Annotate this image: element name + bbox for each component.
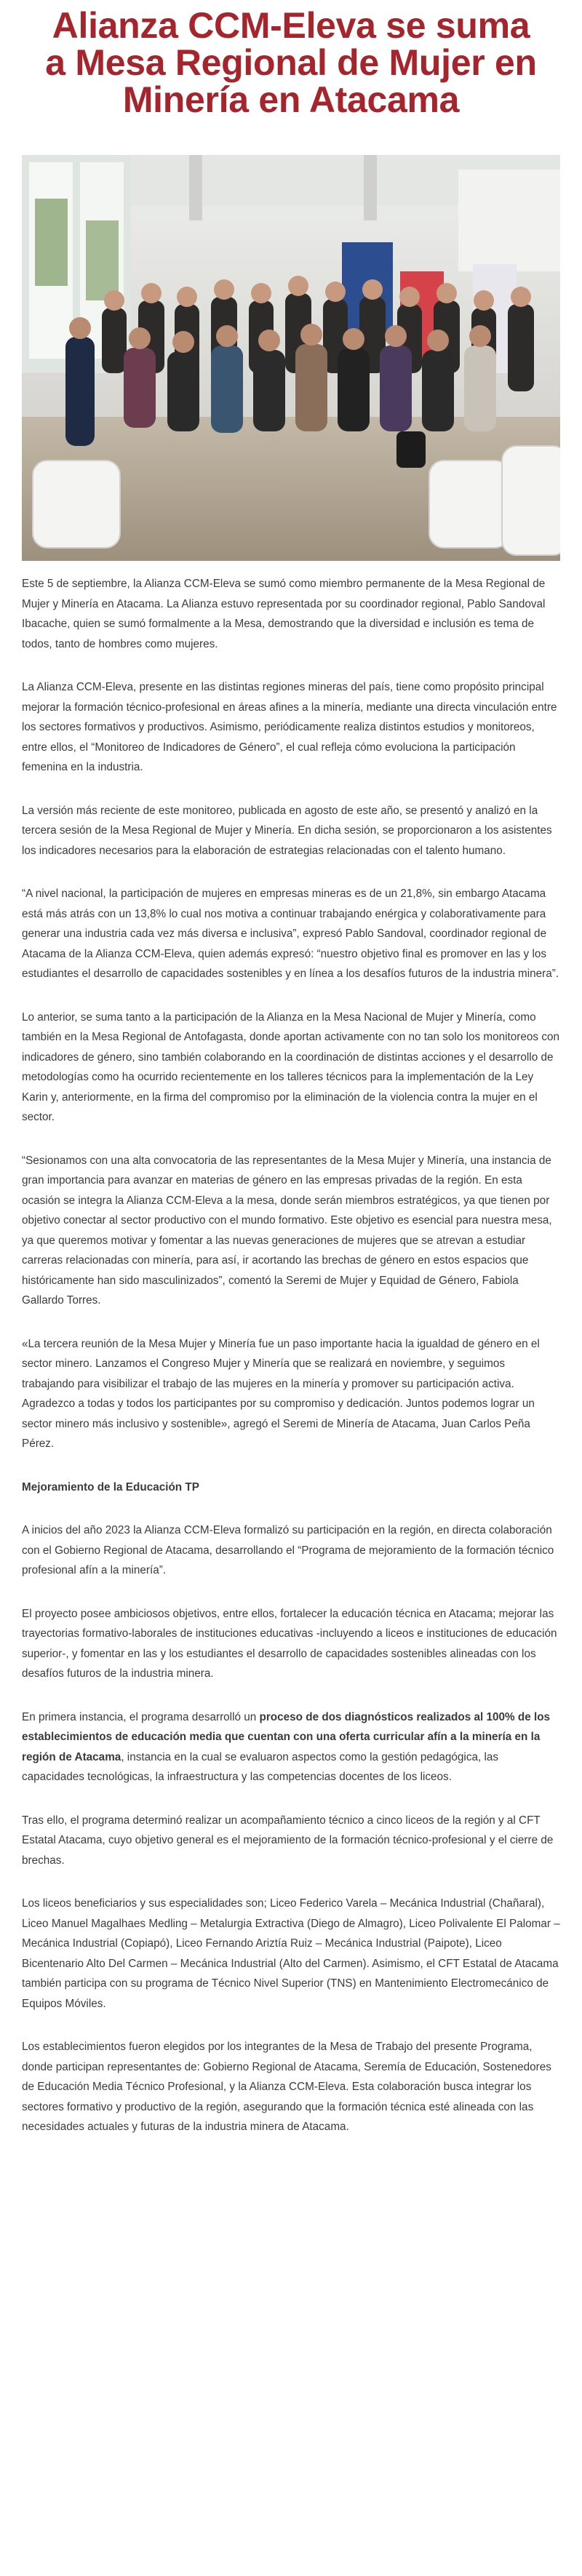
paragraph: A inicios del año 2023 la Alianza CCM-Eleva formalizó su participación en la región, en directa colaboración con el Gobierno Regional de Atacama, desarrollando el “Programa de mejoramiento de la formación técnico profesional afín a la minería”. bbox=[22, 1524, 554, 1576]
paragraph: La Alianza CCM-Eleva, presente en las distintas regiones mineras del país, tiene como propósito principal mejorar la formación técnico-profesional en áreas afines a la minería, mediante una directa vinculación entre los sectores formativos y productivos. Asimismo, periódicamente realiza distintos estudios y monitoreos, entre ellos, el “Monitoreo de Indicadores de Género”, el cual refleja cómo evoluciona la participación femenina en la industria. bbox=[22, 681, 557, 773]
paragraph: El proyecto posee ambiciosos objetivos, entre ellos, fortalecer la educación técnica en Atacama; mejorar las trayectorias formativo-laborales de instituciones educativas -incluyendo a liceos e instituciones de educación superior-, y fomentar en las y los estudiantes el desarrollo de capacidades sostenibles alineadas con los desafíos futuros de la industria minera. bbox=[22, 1607, 557, 1680]
paragraph: Tras ello, el programa determinó realizar un acompañamiento técnico a cinco liceos de la región y al CFT Estatal Atacama, cuyo objetivo general es el mejoramiento de la formación técnico-profesional y el cierre de brechas. bbox=[22, 1814, 554, 1867]
paragraph: Lo anterior, se suma tanto a la participación de la Alianza en la Mesa Nacional de Mujer y Minería, como también en la Mesa Regional de Antofagasta, donde aportan activamente con no tan solo los monitoreos con indicadores de género, sino también colaborando en la coordinación de distintas acciones y el desarrollo de metodologías como ha ocurrido recientemente en los talleres técnicos para la implementación de la Ley Karin y, anteriormente, en la firma del compromiso por la eliminación de la violencia contra la mujer en el sector. bbox=[22, 1010, 559, 1123]
paragraph: Los establecimientos fueron elegidos por los integrantes de la Mesa de Trabajo del presente Programa, donde participan representantes de: Gobierno Regional de Atacama, Seremía de Educación, Sostenedores de Educación Media Técnico Profesional, y la Alianza CCM-Eleva. Esta colaboración busca integrar los sectores formativo y productivo de la región, asegurando que la formación técnica esté alineada con las necesidades actuales y futuras de la industria minera de Atacama. bbox=[22, 2041, 551, 2133]
paragraph-with-bold bbox=[22, 1707, 560, 1787]
paragraph: “Sesionamos con una alta convocatoria de las representantes de la Mesa Mujer y Minería, una instancia de gran importancia para avanzar en materias de género en las empresas privadas de la región. En esta ocasión se integra la Alianza CCM-Eleva a la mesa, donde serán miembros estratégicos, ya que tienen por objetivo conectar al sector productivo con el mundo formativo. Este objetivo es esencial para nuestra mesa, ya que queremos motivar y fomentar a las nuevas generaciones de mujeres que se atrevan a estudiar carreras relacionadas con minería, para así, ir acortando las brechas de género en estos espacios que históricamente han sido masculinizados”, comentó la Seremi de Mujer y Equidad de Género, Fabiola Gallardo Torres. bbox=[22, 1154, 552, 1307]
paragraph: «La tercera reunión de la Mesa Mujer y Minería fue un paso importante hacia la igualdad de género en el sector minero. Lanzamos el Congreso Mujer y Minería que se realizará en noviembre, y seguimos trabajando para visibilizar el trabajo de las mujeres en la minería y promover su participación activa. Agradezco a todas y todos los participantes por su compromiso y dedicación. Juntos podemos lograr un sector minero más inclusivo y sostenible», agregó el Seremi de Minería de Atacama, Juan Carlos Peña Pérez. bbox=[22, 1337, 540, 1450]
article-title: Alianza CCM-Eleva se suma a Mesa Regional de Mujer en Minería en Atacama bbox=[45, 5, 537, 120]
group-photo bbox=[22, 155, 560, 561]
paragraph-lead: En primera instancia, el programa desarrolló un bbox=[22, 1710, 260, 1723]
paragraph: Este 5 de septiembre, la Alianza CCM-Eleva se sumó como miembro permanente de la Mesa Regional de Mujer y Minería en Atacama. La Alianza estuvo representada por su coordinador regional, Pablo Sandoval Ibacache, quien se sumó formalmente a la Mesa, demostrando que la diversidad e inclusión es tema de todos, tanto de hombres como mujeres. bbox=[22, 578, 546, 650]
paragraph: La versión más reciente de este monitoreo, publicada en agosto de este año, se presentó y analizó en la tercera sesión de la Mesa Regional de Mujer y Minería. En dicha sesión, se proporcionaron a los asistentes los indicadores necesarios para la elaboración de estrategias relacionadas con el talento humano. bbox=[22, 804, 552, 857]
paragraph-tail: , instancia en la cual se evaluaron aspectos como la gestión pedagógica, las capacidades tecnológicas, la infraestructura y las competencias docentes de los liceos. bbox=[22, 1750, 499, 1783]
paragraph-bold-text: proceso de dos diagnósticos realizados al 100% de los establecimientos de educación media que cuentan con una oferta curricular afín a la minería en la región de Atacama bbox=[22, 1710, 551, 1763]
paragraph: Los liceos beneficiarios y sus especialidades son; Liceo Federico Varela – Mecánica Industrial (Chañaral), Liceo Manuel Magalhaes Medling – Metalurgia Extractiva (Diego de Almagro), Liceo Polivalente El Palomar – Mecánica Industrial (Copiapó), Liceo Fernando Ariztía Ruiz – Mecánica Industrial (Paipote), Liceo Bicentenario Alto Del Carmen – Mecánica Industrial (Alto del Carmen). Asimismo, el CFT Estatal de Atacama también participa con su programa de Técnico Nivel Superior (TNS) en Mantenimiento Electromecánico de Equipos Móviles. bbox=[22, 1897, 560, 2010]
article-body bbox=[0, 561, 582, 2137]
paragraph: “A nivel nacional, la participación de mujeres en empresas mineras es de un 21,8%, sin embargo Atacama está más atrás con un 13,8% lo cual nos motiva a continuar trabajando enérgica y colaborativamente para generar una industria cada vez más diversa e inclusiva”, expresó Pablo Sandoval, coordinador regional de Atacama de la Alianza CCM-Eleva, quien además expresó: “nuestro objetivo final es promover en las y los estudiantes el desarrollo de capacidades sostenibles y en línea a los desafíos futuros de la industria minera”. bbox=[22, 888, 559, 980]
section-subheading: Mejoramiento de la Educación TP bbox=[22, 1480, 199, 1494]
